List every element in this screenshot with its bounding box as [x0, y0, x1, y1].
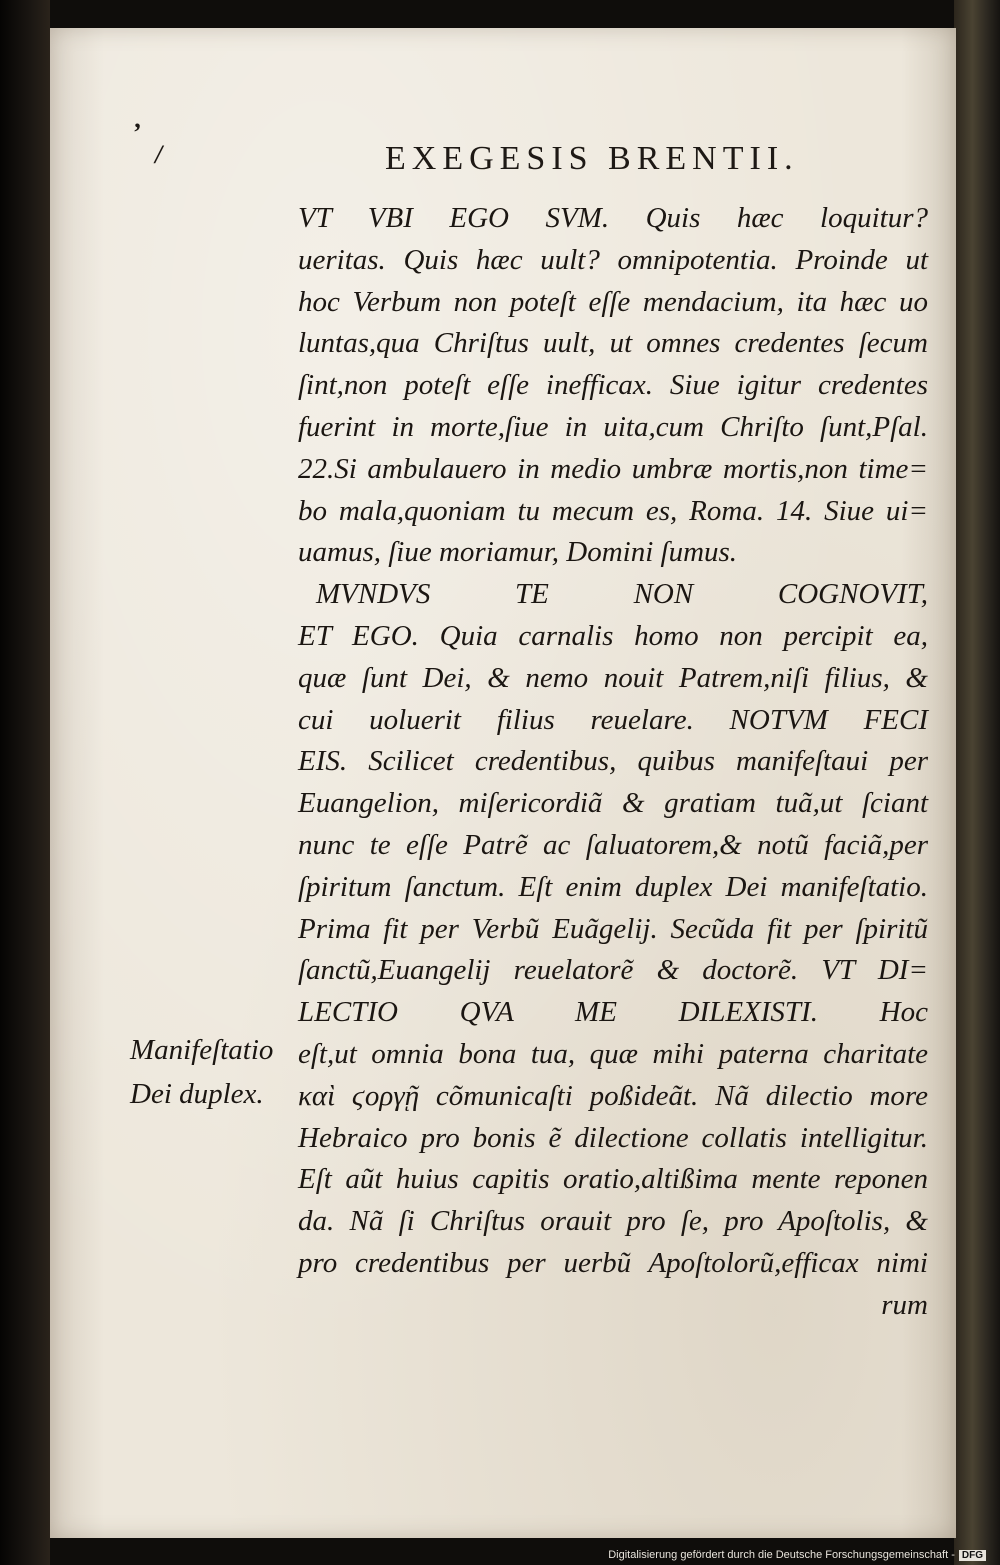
running-header: EXEGESIS BRENTII.	[385, 140, 799, 177]
text-line: luntas,qua Chriſtus uult, ut omnes credentes ſecum	[298, 327, 928, 360]
book-fore-edge	[954, 0, 1000, 1565]
digitization-credit	[608, 1549, 986, 1561]
text-line: ueritas. Quis hæc uult? omnipotentia. Proinde ut	[298, 243, 928, 276]
text-line: da. Nã ſi Chriſtus orauit pro ſe, pro Apoſtolis, &	[298, 1205, 928, 1238]
text-line: ET EGO. Quia carnalis homo non percipit ea,	[298, 619, 928, 652]
body-text	[298, 198, 928, 1327]
text-line: LECTIO QVA ME DILEXISTI. Hoc	[298, 996, 928, 1029]
text-line: Eſt aũt huius capitis oratio,altißima mente reponen	[298, 1163, 928, 1196]
text-line: pro credentibus per uerbũ Apoſtolorũ,efficax nimi	[298, 1246, 928, 1279]
text-line: Prima fit per Verbũ Euãgelij. Secũda fit per ſpiritũ	[298, 912, 928, 945]
text-line: bo mala,quoniam tu mecum es, Roma. 14. Siue ui=	[298, 494, 928, 527]
book-spine-edge	[0, 0, 50, 1565]
catchword: rum	[881, 1288, 928, 1321]
text-line: ſint,non poteſt eſſe inefficax. Siue igitur credentes	[298, 369, 928, 402]
marginal-note-line: Manifeſtatio	[130, 1034, 274, 1066]
text-line: cui uoluerit filius reuelare. NOTVM FECI	[298, 703, 928, 736]
text-line: EIS. Scilicet credentibus, quibus manifeſtaui per	[298, 745, 928, 778]
ink-mark: ʼ	[133, 118, 142, 147]
text-line: Hebraico pro bonis ẽ dilectione collatis intelligitur.	[298, 1121, 928, 1154]
text-line: 22.Si ambulauero in medio umbræ mortis,non time=	[298, 452, 928, 485]
text-line: VT VBI EGO SVM. Quis hæc loquitur?	[298, 202, 928, 234]
text-line: ſpiritum ſanctum. Eſt enim duplex Dei manifeſtatio.	[298, 870, 928, 903]
credit-text: Digitalisierung gefördert durch die Deutsche Forschungsgemeinschaft -	[608, 1549, 955, 1561]
text-line: eſt,ut omnia bona tua, quæ mihi paterna charitate	[298, 1037, 928, 1070]
text-line: ſanctũ,Euangelij reuelatorẽ & doctorẽ. VT DI=	[298, 954, 928, 987]
text-line: Euangelion, miſericordiã & gratiam tuã,ut ſciant	[298, 787, 928, 820]
ink-mark-slash: /	[155, 140, 163, 169]
marginal-note	[130, 1028, 295, 1116]
text-line: nunc te eſſe Patrẽ ac ſaluatorem,& notũ faciã,per	[298, 828, 928, 861]
text-line: quæ ſunt Dei, & nemo nouit Patrem,niſi filius, &	[298, 661, 928, 694]
text-line: uamus, ſiue moriamur, Domini ſumus.	[298, 536, 738, 569]
text-line: MVNDVS TE NON COGNOVIT,	[316, 578, 928, 611]
dfg-logo: DFG	[959, 1550, 986, 1561]
marginal-note-line: Dei duplex.	[130, 1078, 264, 1110]
text-line: hoc Verbum non poteſt eſſe mendacium, ita hæc uo	[298, 285, 928, 318]
text-line: καὶ ϛοργῇ cõmunicaſti poßideãt. Nã dilectio more	[298, 1079, 928, 1112]
text-line: fuerint in morte,ſiue in uita,cum Chriſto ſunt,Pſal.	[298, 410, 928, 443]
